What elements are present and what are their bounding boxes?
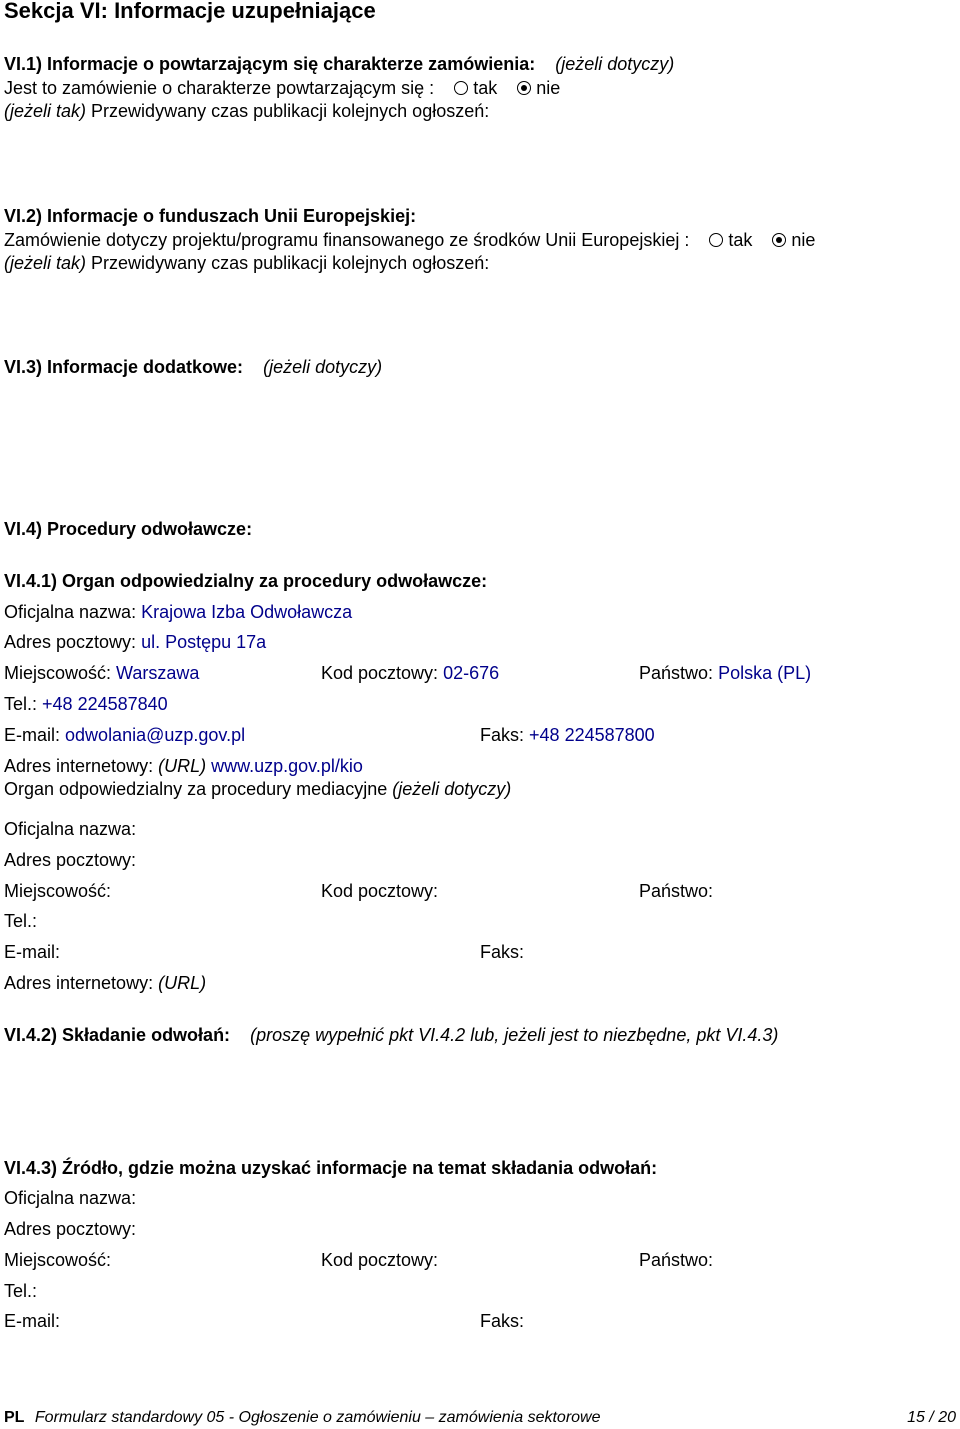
vi41-country-value: Polska (PL) bbox=[718, 663, 812, 683]
vi1-label-no: nie bbox=[536, 78, 561, 98]
vi41-email-line bbox=[4, 724, 245, 746]
vi43-heading: VI.4.3) Źródło, gdzie można uzyskać informacje na temat składania odwołań: bbox=[4, 1158, 658, 1178]
vi41-postal-value: 02-676 bbox=[443, 663, 500, 683]
vi41-country-line bbox=[639, 662, 811, 684]
vi2-ifyes-line bbox=[4, 252, 489, 274]
vi1-question-line bbox=[4, 77, 560, 99]
mediation-name-label: Oficjalna nazwa: bbox=[4, 819, 137, 839]
vi43-address-label: Adres pocztowy: bbox=[4, 1219, 137, 1239]
vi1-label-yes: tak bbox=[473, 78, 498, 98]
vi41-name-line bbox=[4, 601, 352, 623]
vi1-ifyes-text: Przewidywany czas publikacji kolejnych ogłoszeń: bbox=[91, 101, 490, 121]
vi43-postal-label: Kod pocztowy: bbox=[321, 1250, 439, 1270]
vi2-radio-yes[interactable] bbox=[709, 233, 723, 247]
vi1-question: Jest to zamówienie o charakterze powtarzającym się : bbox=[4, 78, 435, 98]
vi2-radio-no[interactable] bbox=[772, 233, 786, 247]
mediation-tel-label: Tel.: bbox=[4, 911, 38, 931]
vi41-city-label: Miejscowość: bbox=[4, 663, 112, 683]
mediation-postal-label: Kod pocztowy: bbox=[321, 881, 439, 901]
vi1-heading: VI.1) Informacje o powtarzającym się charakterze zamówienia: bbox=[4, 54, 536, 74]
vi2-ifyes-text: Przewidywany czas publikacji kolejnych ogłoszeń: bbox=[91, 253, 490, 273]
vi3-heading: VI.3) Informacje dodatkowe: bbox=[4, 357, 244, 377]
vi1-ifyes-line bbox=[4, 100, 489, 122]
vi2-heading: VI.2) Informacje o funduszach Unii Europejskiej: bbox=[4, 206, 417, 226]
vi41-postal-label: Kod pocztowy: bbox=[321, 663, 439, 683]
section-title: Sekcja VI: Informacje uzupełniające bbox=[4, 0, 376, 23]
mediation-heading: Organ odpowiedzialny za procedury mediacyjne bbox=[4, 779, 388, 799]
mediation-email-label: E-mail: bbox=[4, 942, 61, 962]
vi41-email-label: E-mail: bbox=[4, 725, 61, 745]
vi41-name-value: Krajowa Izba Odwoławcza bbox=[141, 602, 353, 622]
vi4-heading: VI.4) Procedury odwoławcze: bbox=[4, 519, 253, 539]
vi43-fax-label: Faks: bbox=[480, 1311, 525, 1331]
vi1-note: (jeżeli dotyczy) bbox=[555, 54, 675, 74]
vi41-email-value[interactable]: odwolania@uzp.gov.pl bbox=[65, 725, 246, 745]
mediation-address-label: Adres pocztowy: bbox=[4, 850, 137, 870]
vi41-web-value[interactable]: www.uzp.gov.pl/kio bbox=[211, 756, 363, 776]
vi41-name-label: Oficjalna nazwa: bbox=[4, 602, 137, 622]
vi2-ifyes: (jeżeli tak) bbox=[4, 253, 87, 273]
vi41-heading: VI.4.1) Organ odpowiedzialny za procedury odwoławcze: bbox=[4, 571, 488, 591]
vi1-radio-no[interactable] bbox=[517, 81, 531, 95]
vi41-address-line bbox=[4, 631, 266, 653]
vi42-note: (proszę wypełnić pkt VI.4.2 lub, jeżeli jest to niezbędne, pkt VI.4.3) bbox=[250, 1025, 779, 1045]
vi2-question: Zamówienie dotyczy projektu/programu finansowanego ze środków Unii Europejskiej : bbox=[4, 230, 690, 250]
vi41-tel-label: Tel.: bbox=[4, 694, 38, 714]
vi41-fax-value: +48 224587800 bbox=[529, 725, 655, 745]
vi43-city-label: Miejscowość: bbox=[4, 1250, 112, 1270]
vi41-web-url-note: (URL) bbox=[158, 756, 207, 776]
vi41-tel-line bbox=[4, 693, 168, 715]
vi1-radio-yes[interactable] bbox=[454, 81, 468, 95]
vi1-heading-line bbox=[4, 53, 674, 75]
vi41-fax-label: Faks: bbox=[480, 725, 525, 745]
footer-left bbox=[4, 1407, 601, 1429]
mediation-web-label: Adres internetowy: bbox=[4, 973, 154, 993]
vi43-name-label: Oficjalna nazwa: bbox=[4, 1188, 137, 1208]
vi3-note: (jeżeli dotyczy) bbox=[263, 357, 383, 377]
vi41-fax-line bbox=[480, 724, 655, 746]
vi43-country-label: Państwo: bbox=[639, 1250, 714, 1270]
vi43-email-label: E-mail: bbox=[4, 1311, 61, 1331]
vi3-heading-line bbox=[4, 356, 382, 378]
vi42-heading-line bbox=[4, 1024, 778, 1046]
mediation-city-label: Miejscowość: bbox=[4, 881, 112, 901]
mediation-fax-label: Faks: bbox=[480, 942, 525, 962]
vi2-label-yes: tak bbox=[728, 230, 753, 250]
vi41-address-value: ul. Postępu 17a bbox=[141, 632, 267, 652]
footer-lang: PL bbox=[4, 1409, 25, 1426]
vi2-question-line bbox=[4, 229, 815, 251]
mediation-heading-line bbox=[4, 778, 511, 800]
mediation-country-label: Państwo: bbox=[639, 881, 714, 901]
vi41-postal-line bbox=[321, 662, 499, 684]
vi41-country-label: Państwo: bbox=[639, 663, 714, 683]
vi43-tel-label: Tel.: bbox=[4, 1281, 38, 1301]
vi41-tel-value: +48 224587840 bbox=[42, 694, 168, 714]
mediation-web-line bbox=[4, 972, 206, 994]
vi42-heading: VI.4.2) Składanie odwołań: bbox=[4, 1025, 231, 1045]
vi1-ifyes: (jeżeli tak) bbox=[4, 101, 87, 121]
footer-form: Formularz standardowy 05 - Ogłoszenie o zamówieniu – zamówienia sektorowe bbox=[34, 1409, 601, 1426]
vi41-web-label: Adres internetowy: bbox=[4, 756, 154, 776]
vi41-web-line bbox=[4, 755, 363, 777]
vi41-city-line bbox=[4, 662, 199, 684]
vi41-address-label: Adres pocztowy: bbox=[4, 632, 137, 652]
vi2-label-no: nie bbox=[791, 230, 816, 250]
mediation-web-url-note: (URL) bbox=[158, 973, 207, 993]
vi41-city-value: Warszawa bbox=[116, 663, 200, 683]
mediation-note: (jeżeli dotyczy) bbox=[392, 779, 512, 799]
footer-page: 15 / 20 bbox=[907, 1409, 956, 1426]
